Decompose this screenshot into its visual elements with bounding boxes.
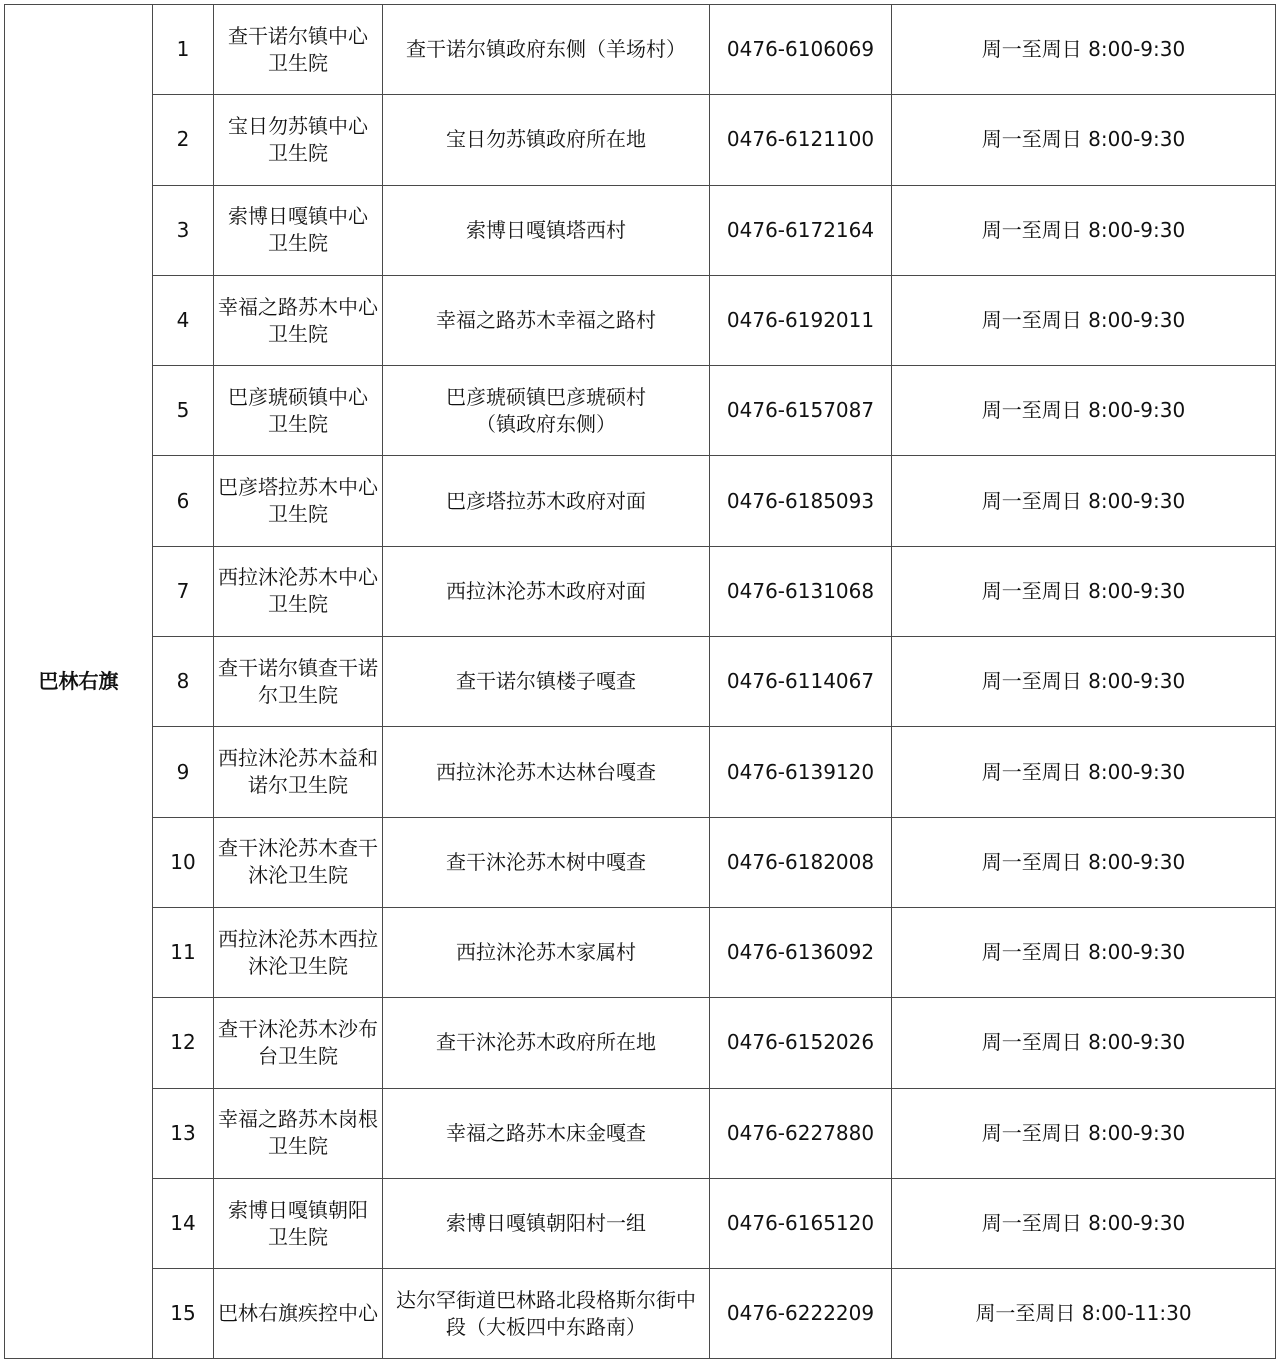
hours-cell <box>892 275 1276 365</box>
table-row <box>5 727 1276 817</box>
clinic-name-cell <box>214 546 383 636</box>
row-number-cell <box>153 366 214 456</box>
service-hours: 周一至周日 8:00-9:30 <box>981 488 1186 513</box>
row-number: 6 <box>176 488 190 513</box>
row-number: 5 <box>176 398 190 423</box>
clinic-name-cell <box>214 5 383 95</box>
clinic-name-cell <box>214 1269 383 1359</box>
address-line: 巴彦琥硕镇巴彦琥硕村 <box>446 384 646 409</box>
address-cell <box>383 546 710 636</box>
service-hours: 周一至周日 8:00-9:30 <box>981 37 1186 62</box>
hours-cell <box>892 1269 1276 1359</box>
clinic-name-cell <box>214 275 383 365</box>
clinic-name-line: 卫生院 <box>268 321 328 346</box>
phone-cell <box>710 817 892 907</box>
clinic-name-line: 西拉沐沦苏木西拉 <box>218 926 378 951</box>
address-cell <box>383 275 710 365</box>
address-cell <box>383 637 710 727</box>
row-number: 8 <box>176 669 190 694</box>
clinic-name-line: 卫生院 <box>268 411 328 436</box>
clinic-name-line: 幸福之路苏木中心 <box>218 294 378 319</box>
phone-number: 0476-6139120 <box>726 759 875 784</box>
clinic-name-line: 幸福之路苏木岗根 <box>218 1107 378 1132</box>
clinic-name-line: 巴彦琥硕镇中心 <box>228 384 368 409</box>
region-name: 巴林右旗 <box>38 669 119 694</box>
address-line: 幸福之路苏木床金嘎查 <box>446 1120 646 1145</box>
address-line: 宝日勿苏镇政府所在地 <box>446 127 646 152</box>
row-number-cell <box>153 546 214 636</box>
phone-cell <box>710 907 892 997</box>
address-line: 索博日嘎镇塔西村 <box>466 217 626 242</box>
row-number-cell <box>153 998 214 1088</box>
phone-number: 0476-6121100 <box>726 127 875 152</box>
table-row <box>5 456 1276 546</box>
region-cell <box>5 5 153 1359</box>
address-cell <box>383 95 710 185</box>
phone-number: 0476-6106069 <box>726 37 875 62</box>
address-cell <box>383 727 710 817</box>
table-row <box>5 95 1276 185</box>
row-number-cell <box>153 1088 214 1178</box>
service-hours: 周一至周日 8:00-9:30 <box>981 1030 1186 1055</box>
clinic-name-line: 卫生院 <box>268 592 328 617</box>
row-number-cell <box>153 95 214 185</box>
clinic-name-cell <box>214 456 383 546</box>
table-row <box>5 1178 1276 1268</box>
row-number: 2 <box>176 127 190 152</box>
row-number-cell <box>153 456 214 546</box>
phone-cell <box>710 5 892 95</box>
clinic-name-line: 西拉沐沦苏木中心 <box>218 565 378 590</box>
address-line: 西拉沐沦苏木达林台嘎查 <box>436 759 656 784</box>
clinic-name-cell <box>214 1088 383 1178</box>
table-row <box>5 366 1276 456</box>
service-hours: 周一至周日 8:00-9:30 <box>981 1211 1186 1235</box>
hours-cell <box>892 727 1276 817</box>
row-number-cell <box>153 1178 214 1268</box>
clinic-name-line: 卫生院 <box>268 231 328 256</box>
table-row <box>5 907 1276 997</box>
clinic-name-cell <box>214 1178 383 1268</box>
service-hours: 周一至周日 8:00-11:30 <box>975 1301 1192 1326</box>
phone-cell <box>710 637 892 727</box>
row-number-cell <box>153 907 214 997</box>
phone-cell <box>710 185 892 275</box>
phone-number: 0476-6182008 <box>726 849 875 874</box>
row-number-cell <box>153 817 214 907</box>
hours-cell <box>892 456 1276 546</box>
phone-cell <box>710 998 892 1088</box>
address-cell <box>383 1269 710 1359</box>
row-number-cell <box>153 727 214 817</box>
clinic-name-line: 卫生院 <box>268 140 328 165</box>
address-line: 查干诺尔镇楼子嘎查 <box>456 669 636 694</box>
address-cell <box>383 1088 710 1178</box>
clinic-name-line: 卫生院 <box>268 502 328 527</box>
hours-cell <box>892 546 1276 636</box>
hours-cell <box>892 366 1276 456</box>
service-hours: 周一至周日 8:00-9:30 <box>981 669 1186 694</box>
service-hours: 周一至周日 8:00-9:30 <box>981 759 1186 784</box>
clinic-name-cell <box>214 366 383 456</box>
clinic-name-cell <box>214 817 383 907</box>
phone-number: 0476-6165120 <box>726 1211 875 1235</box>
phone-number: 0476-6114067 <box>726 669 875 694</box>
phone-cell <box>710 727 892 817</box>
address-line: 索博日嘎镇朝阳村一组 <box>446 1211 646 1235</box>
row-number-cell <box>153 637 214 727</box>
table-row <box>5 5 1276 95</box>
hours-cell <box>892 637 1276 727</box>
hours-cell <box>892 907 1276 997</box>
phone-number: 0476-6172164 <box>726 217 875 242</box>
table-row <box>5 1088 1276 1178</box>
row-number: 1 <box>176 37 190 62</box>
phone-cell <box>710 366 892 456</box>
service-hours: 周一至周日 8:00-9:30 <box>981 398 1186 423</box>
phone-number: 0476-6157087 <box>726 398 875 423</box>
address-line: 巴彦塔拉苏木政府对面 <box>446 488 646 513</box>
service-hours: 周一至周日 8:00-9:30 <box>981 940 1186 965</box>
hours-cell <box>892 1088 1276 1178</box>
row-number: 4 <box>176 308 190 333</box>
clinic-name-line: 尔卫生院 <box>258 682 338 707</box>
phone-number: 0476-6136092 <box>726 940 875 965</box>
clinic-name-line: 台卫生院 <box>258 1043 338 1068</box>
hours-cell <box>892 95 1276 185</box>
address-line: 查干沐沦苏木政府所在地 <box>436 1030 656 1055</box>
row-number: 13 <box>170 1120 196 1145</box>
phone-cell <box>710 456 892 546</box>
service-hours: 周一至周日 8:00-9:30 <box>981 849 1186 874</box>
address-cell <box>383 1178 710 1268</box>
clinic-name-line: 索博日嘎镇中心 <box>228 204 368 229</box>
clinic-name-cell <box>214 185 383 275</box>
clinic-name-line: 巴彦塔拉苏木中心 <box>218 475 378 500</box>
row-number: 14 <box>170 1211 196 1235</box>
row-number: 10 <box>170 849 196 874</box>
phone-cell <box>710 275 892 365</box>
clinic-name-line: 沐沦卫生院 <box>248 863 348 888</box>
row-number-cell <box>153 1269 214 1359</box>
row-number-cell <box>153 275 214 365</box>
address-line: 达尔罕街道巴林路北段格斯尔街中 <box>396 1287 696 1312</box>
address-cell <box>383 817 710 907</box>
table-row <box>5 998 1276 1088</box>
address-cell <box>383 998 710 1088</box>
address-cell <box>383 456 710 546</box>
clinic-name-line: 索博日嘎镇朝阳 <box>228 1197 368 1222</box>
address-cell <box>383 907 710 997</box>
phone-number: 0476-6152026 <box>726 1030 875 1055</box>
phone-number: 0476-6131068 <box>726 578 875 603</box>
clinic-name-line: 巴林右旗疾控中心 <box>218 1301 378 1326</box>
phone-cell <box>710 546 892 636</box>
clinic-name-line: 查干诺尔镇查干诺 <box>218 655 378 680</box>
service-hours: 周一至周日 8:00-9:30 <box>981 1120 1186 1145</box>
clinic-name-line: 卫生院 <box>268 1224 328 1249</box>
address-cell <box>383 185 710 275</box>
service-hours: 周一至周日 8:00-9:30 <box>981 578 1186 603</box>
table-body <box>5 5 1276 1359</box>
hours-cell <box>892 5 1276 95</box>
service-hours: 周一至周日 8:00-9:30 <box>981 308 1186 333</box>
phone-number: 0476-6185093 <box>726 488 875 513</box>
address-line: 查干诺尔镇政府东侧（羊场村） <box>406 37 686 62</box>
clinic-name-line: 卫生院 <box>268 1134 328 1159</box>
phone-cell <box>710 95 892 185</box>
phone-number: 0476-6222209 <box>726 1301 875 1326</box>
row-number: 11 <box>170 940 196 965</box>
clinic-name-line: 查干沐沦苏木沙布 <box>218 1016 378 1041</box>
hours-cell <box>892 998 1276 1088</box>
clinic-name-line: 西拉沐沦苏木益和 <box>218 746 378 771</box>
table-row <box>5 637 1276 727</box>
clinic-name-line: 查干沐沦苏木查干 <box>218 836 378 861</box>
clinic-name-cell <box>214 998 383 1088</box>
phone-number: 0476-6227880 <box>726 1120 875 1145</box>
address-cell <box>383 366 710 456</box>
clinic-name-cell <box>214 727 383 817</box>
row-number: 12 <box>170 1030 196 1055</box>
row-number: 7 <box>176 578 190 603</box>
phone-number: 0476-6192011 <box>726 308 875 333</box>
address-line: 段（大板四中东路南） <box>446 1314 646 1339</box>
clinic-name-cell <box>214 637 383 727</box>
address-line: 查干沐沦苏木树中嘎查 <box>446 849 646 874</box>
service-hours: 周一至周日 8:00-9:30 <box>981 217 1186 242</box>
clinic-name-line: 查干诺尔镇中心 <box>228 23 368 48</box>
clinic-name-line: 卫生院 <box>268 50 328 75</box>
phone-cell <box>710 1178 892 1268</box>
clinic-name-cell <box>214 907 383 997</box>
service-hours: 周一至周日 8:00-9:30 <box>981 127 1186 152</box>
row-number: 3 <box>176 217 190 242</box>
hours-cell <box>892 1178 1276 1268</box>
hours-cell <box>892 817 1276 907</box>
clinic-name-line: 诺尔卫生院 <box>248 773 348 798</box>
table-row <box>5 275 1276 365</box>
clinic-name-line: 沐沦卫生院 <box>248 953 348 978</box>
clinic-name-cell <box>214 95 383 185</box>
table-row <box>5 546 1276 636</box>
row-number: 15 <box>170 1301 196 1326</box>
table-row <box>5 817 1276 907</box>
address-line: 幸福之路苏木幸福之路村 <box>436 308 656 333</box>
address-line: 西拉沐沦苏木政府对面 <box>446 578 646 603</box>
address-line: 西拉沐沦苏木家属村 <box>456 940 636 965</box>
phone-cell <box>710 1088 892 1178</box>
address-cell <box>383 5 710 95</box>
row-number-cell <box>153 5 214 95</box>
row-number: 9 <box>176 759 190 784</box>
row-number-cell <box>153 185 214 275</box>
hours-cell <box>892 185 1276 275</box>
clinic-name-line: 宝日勿苏镇中心 <box>228 113 368 138</box>
table-row <box>5 1269 1276 1359</box>
phone-cell <box>710 1269 892 1359</box>
address-line: （镇政府东侧） <box>476 411 616 436</box>
table-row <box>5 185 1276 275</box>
clinic-table <box>4 4 1276 1359</box>
